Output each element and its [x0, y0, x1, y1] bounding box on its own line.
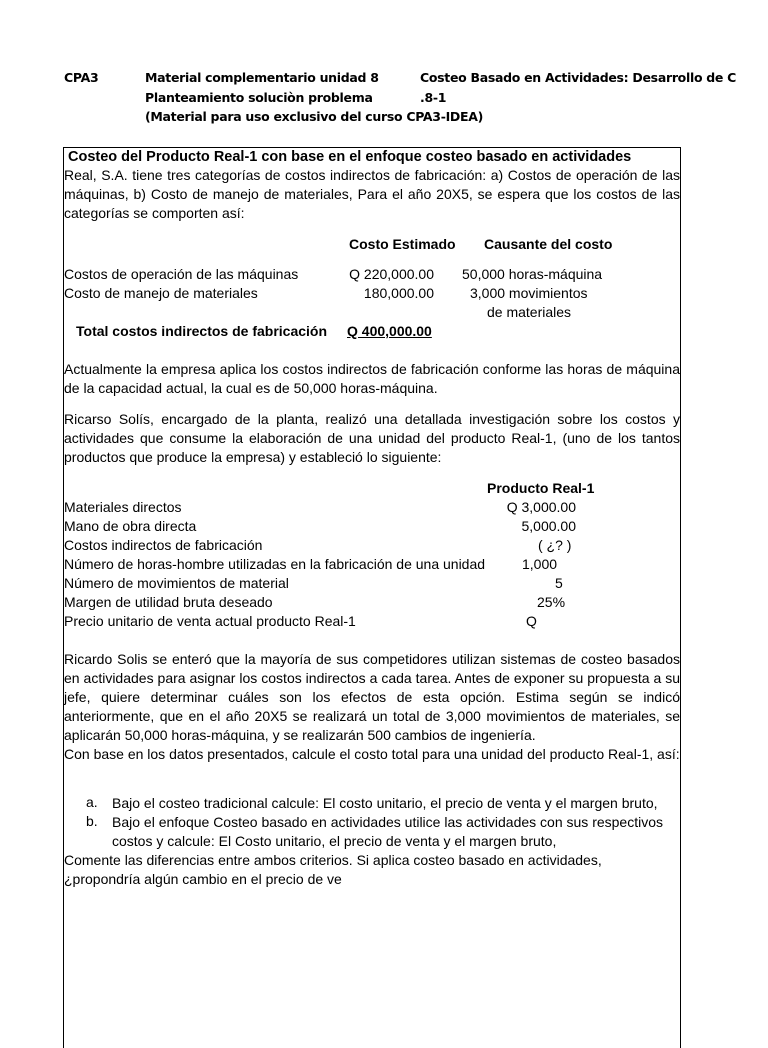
list-item-text: Bajo el costeo tradicional calcule: El costo unitario, el precio de venta y el margen bruto,	[112, 795, 658, 811]
closing-paragraph: Comente las diferencias entre ambos criterios. Si aplica costeo basado en actividades, ¿propondría algún cambio en el precio de ve	[64, 852, 602, 887]
material-title: Material complementario unidad 8	[145, 70, 379, 85]
subtitle: Planteamiento soluciòn problema	[145, 90, 373, 105]
paragraph-capacity: Actualmente la empresa aplica los costos indirectos de fabricación conforme las horas de máquina de la capacidad actual, la cual es de 50,000 horas-máquina.	[64, 361, 680, 396]
product-header: Producto Real-1	[487, 480, 595, 496]
total-amount: Q 400,000.00	[347, 323, 432, 339]
doc-title: Costeo del Producto Real-1 con base en el enfoque costeo basado en actividades	[68, 149, 632, 165]
col-estimated-header: Costo Estimado	[349, 236, 456, 252]
product-row-value: 1,000	[522, 556, 558, 572]
product-row-label: Costos indirectos de fabricación	[64, 537, 263, 553]
paragraph-instructions: Con base en los datos presentados, calcule el costo total para una unidad del producto Real-1, así:	[64, 746, 680, 762]
intro-paragraph: Real, S.A. tiene tres categorías de costos indirectos de fabricación: a) Costos de operación de las máquinas, b) Costo de manejo de materiales, Para el año 20X5, se espera que los costos de las categorías se comporten así:	[64, 167, 680, 221]
product-row-value: Q	[526, 613, 537, 629]
col-driver-header: Causante del costo	[484, 236, 613, 252]
problem-box	[63, 147, 681, 1048]
product-row-label: Margen de utilidad bruta deseado	[64, 594, 273, 610]
total-label: Total costos indirectos de fabricación	[76, 323, 328, 339]
product-row-value: ( ¿? )	[538, 537, 572, 553]
cost-row-driver: 50,000 horas-máquina	[462, 266, 603, 282]
cost-row-concept: Costos de operación de las máquinas	[64, 266, 299, 282]
paragraph-competitors: Ricardo Solis se enteró que la mayoría de sus competidores utilizan sistemas de costeo basados en actividades para asignar los costos indirectos a cada tarea. Antes de exponer su propuesta a su jefe, quiere determinar cuáles son los efectos de esta opción. Estima según se indicó anteriormente, que en el año 20X5 se realizará un total de 3,000 movimientos de materiales, se aplicarán 50,000 horas-máquina, y se realizarán 500 cambios de ingeniería.	[64, 651, 680, 743]
product-row-label: Mano de obra directa	[64, 518, 197, 534]
product-row-label: Precio unitario de venta actual producto Real-1	[64, 613, 356, 629]
list-marker: b.	[86, 813, 98, 829]
product-row-value: 5,000.00	[521, 518, 576, 534]
cost-row-driver-cont: de materiales	[487, 304, 572, 320]
list-marker: a.	[86, 794, 98, 810]
list-item-text: Bajo el enfoque Costeo basado en actividades utilice las actividades con sus respectivos costos y calcule: El Costo unitario, el precio de venta y el margen bruto,	[112, 814, 663, 849]
problem-code: .8-1	[420, 90, 447, 105]
product-row-value: Q 3,000.00	[506, 499, 576, 515]
product-row-value: 5	[555, 575, 563, 591]
product-row-label: Número de horas-hombre utilizadas en la fabricación de una unidad	[64, 556, 486, 572]
product-row-label: Número de movimientos de material	[64, 575, 289, 591]
course-code: CPA3	[64, 70, 99, 85]
topic-title: Costeo Basado en Actividades: Desarrollo de C	[420, 70, 737, 85]
cost-row-amount: 180,000.00	[363, 285, 434, 301]
cost-row-driver: 3,000 movimientos	[470, 285, 588, 301]
product-row-value: 25%	[537, 594, 566, 610]
usage-note: (Material para uso exclusivo del curso CPA3-IDEA)	[145, 109, 484, 124]
cost-row-amount: Q 220,000.00	[349, 266, 434, 282]
paragraph-investigation: Ricarso Solís, encargado de la planta, realizó una detallada investigación sobre los costos y actividades que consume la elaboración de una unidad del producto Real-1, (uno de los tantos productos que produce la empresa) y estableció lo siguiente:	[64, 411, 680, 465]
cost-row-concept: Costo de manejo de materiales	[64, 285, 258, 301]
product-row-label: Materiales directos	[64, 499, 182, 515]
